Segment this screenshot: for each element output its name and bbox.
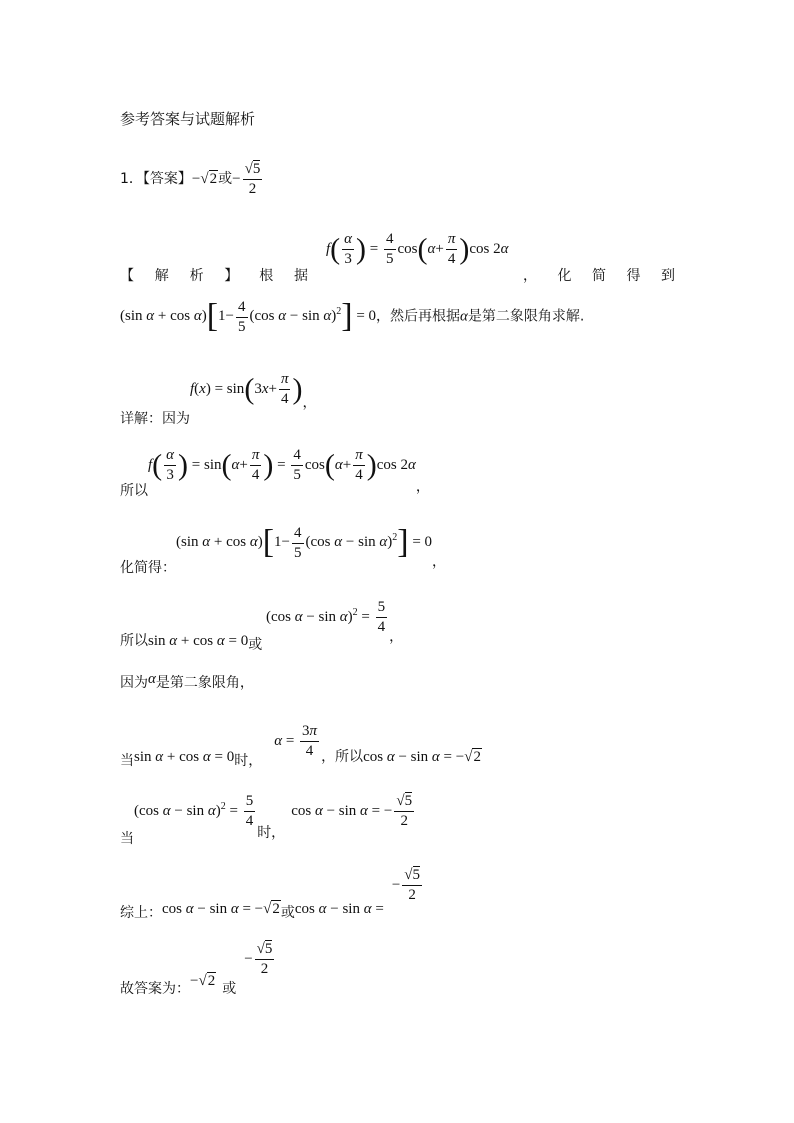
substituted-equation: f( $\frac{\alpha}{3}$ ) = sin(α+ $\frac{\pi}{4}$ ) = $\frac{4}{5}$ cos(α+ $\frac{\pi}{4}$ )cos 2α bbox=[148, 447, 416, 483]
function-definition: f(x) = sin(3x+ $\frac{\pi}{4}$ ) bbox=[190, 371, 303, 407]
simplify-line: 化简得：(sin α + cos α)[1− $\frac{4}{5}$ (cos α − sin α)$^2$] = 0， bbox=[120, 524, 447, 577]
case-1-line: 当sin α + cos α = 0时，α = $\frac{3\pi}{4}$ ，所以cos α − sin α = −√2 bbox=[120, 723, 481, 769]
answer-math-2: − $\frac{√5}{2}$ bbox=[232, 161, 261, 197]
final-answer-line: 故答案为：−√2 或− $\frac{√5}{2}$ bbox=[120, 941, 273, 997]
analysis-label-tail: ， 化 简 得 到 bbox=[523, 268, 675, 284]
detail-line: 详解：因为f(x) = sin(3x+ $\frac{\pi}{4}$ )， bbox=[120, 371, 317, 427]
analysis-line-2: (sin α + cos α)[1− $\frac{4}{5}$ (cos α − sin α)$^2$] = 0，然后再根据α是第二象限角求解. bbox=[120, 298, 585, 335]
cases-line: 所以sin α + cos α = 0或 (cos α − sin α)$^2$ = $\frac{5}{4}$ ， bbox=[120, 599, 404, 653]
answer-line bbox=[120, 162, 264, 197]
simplified-equation: (sin α + cos α)[1− $\frac{4}{5}$ (cos α − sin α)$^2$] = 0 bbox=[120, 298, 377, 335]
case-2-line: 当(cos α − sin α)$^2$ = $\frac{5}{4}$ 时，cos α − sin α = − $\frac{√5}{2}$ bbox=[120, 793, 413, 847]
simplified-equation-2: (sin α + cos α)[1− $\frac{4}{5}$ (cos α − sin α)$^2$] = 0 bbox=[176, 524, 433, 561]
section-title: 参考答案与试题解析 bbox=[120, 110, 256, 128]
answer-math-1: −√2 bbox=[191, 170, 218, 187]
analysis-formula: f( $\frac{\alpha}{3}$ ) = $\frac{4}{5}$ cos(α+ $\frac{\pi}{4}$ )cos 2α bbox=[326, 231, 509, 267]
summary-line: 综上：cos α − sin α = −√2或cos α − sin α =− $\frac{√5}{2}$ bbox=[120, 867, 421, 921]
answer-label: 1．【答案】 bbox=[120, 170, 192, 187]
analysis-label: 【 解 析 】 根 据 bbox=[120, 268, 308, 284]
quadrant-line: 因为α是第二象限角， bbox=[120, 671, 254, 691]
so-line: 所以f( $\frac{\alpha}{3}$ ) = sin(α+ $\frac{\pi}{4}$ ) = $\frac{4}{5}$ cos(α+ $\frac{\pi}{4}$ )cos 2α， bbox=[120, 447, 430, 499]
or-text: 或 bbox=[218, 170, 233, 187]
